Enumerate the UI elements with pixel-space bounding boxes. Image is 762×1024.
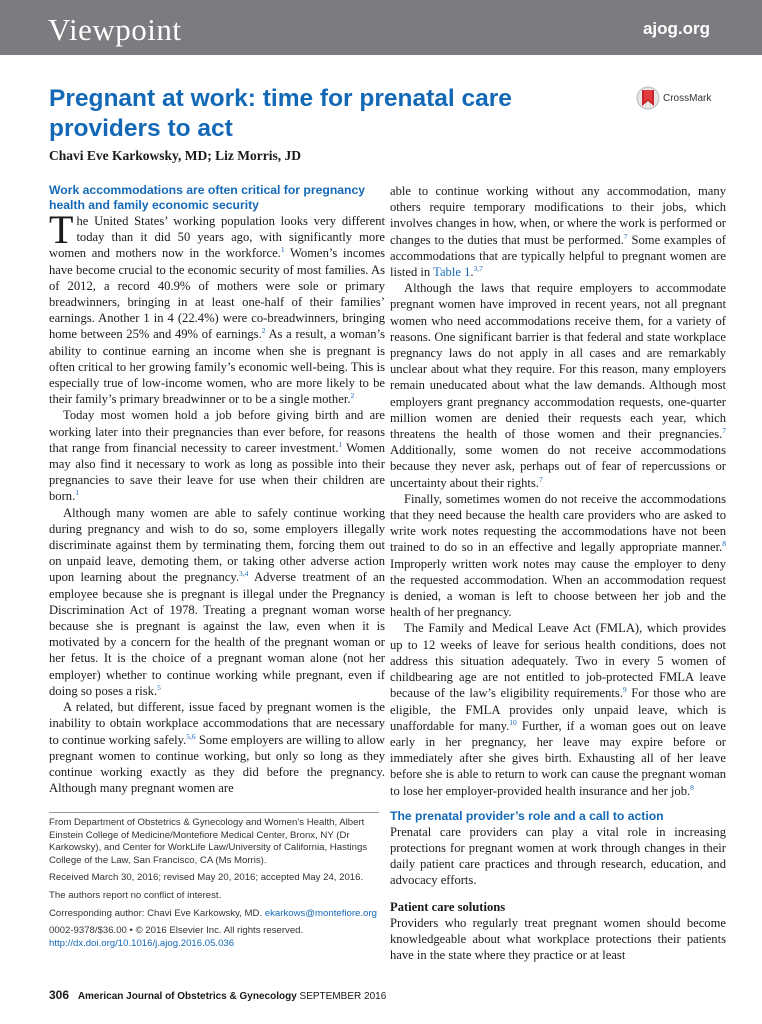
- text-run: Some employers are willing to allow pregnant women to continue working, but only so long as they continue working exactly as they did before the pregnancy. Although many pregnant women are: [49, 732, 386, 796]
- section-label: Viewpoint: [48, 12, 182, 47]
- crossmark-badge[interactable]: [636, 86, 711, 110]
- paragraph: [390, 491, 726, 621]
- citation[interactable]: 8: [690, 782, 694, 792]
- text-run: Improperly written work notes may cause the employer to deny the requested accommodation. When an accommodation request is denied, a woman is left to choose between her job and the health of her pregnancy.: [390, 556, 726, 620]
- citation[interactable]: 2: [350, 391, 355, 401]
- table-link[interactable]: Table 1: [433, 265, 471, 280]
- article-title: Pregnant at work: time for prenatal care providers to act: [49, 85, 512, 142]
- text-run: Additionally, some women do not receive accommodations because they never ask, perhaps out of fear of repercussions or uncertainty about their rights.: [390, 443, 726, 490]
- citation[interactable]: 5,6: [186, 731, 196, 741]
- paragraph: [49, 505, 385, 699]
- citation[interactable]: 1: [338, 439, 343, 449]
- copyright-text: 0002-9378/$36.00 • © 2016 Elsevier Inc. All rights reserved.: [49, 925, 304, 937]
- conflict-note: The authors report no conflict of interest.: [49, 889, 222, 901]
- citation[interactable]: 7: [722, 425, 726, 435]
- received-note: Received March 30, 2016; revised May 20, 2016; accepted May 24, 2016.: [49, 872, 364, 884]
- paragraph: [390, 620, 726, 798]
- text-run: .: [470, 265, 474, 280]
- text-run: Finally, sometimes women do not receive the accommodations that they need because the health care providers who are asked to write work notes requesting the accommodations have not been trained to do so in an effective and legally appropriate manner.: [390, 491, 726, 555]
- citation[interactable]: 7: [623, 231, 628, 241]
- corresponding-note: [49, 908, 379, 921]
- page-footer: [49, 988, 386, 1002]
- text-run: Further, if a woman goes out on leave early in her pregnancy, her leave may expire before or immediately after she gives birth. Exhausting all of her leave before she is able to return to work can cause the pregnant woman to lose her employer-provided health insurance and her job.: [390, 718, 726, 798]
- left-column: [49, 183, 385, 796]
- site-link[interactable]: ajog.org: [642, 19, 710, 38]
- right-column: [390, 183, 726, 963]
- section-heading: Work accommodations are often critical for pregnancy health and family economic security: [49, 183, 366, 212]
- text-run: Although many women are able to safely continue working during pregnancy and wish to do so, some employers illegally discriminate against them by terminating them, forcing them out on unpaid leave, demoting them, or taking other adverse action upon learning about the pregnancy.: [49, 505, 385, 585]
- email-link[interactable]: ekarkows@montefiore.org: [264, 907, 377, 919]
- text-run: Women’s incomes have become crucial to the economic security of most families. As of 2012, a record 40.9% of mothers were sole or primary breadwinners, bringing in at least one-half of their families’ earnings. Another 1 in 4 (22.4%) were co-breadwinners, bringing home between 25% and 49% of earnings.: [49, 246, 385, 342]
- paragraph: Prenatal care providers can play a vital role in increasing protections for pregnant women at work through changes in their daily patient care practices and through research, education, and advocacy efforts.: [390, 824, 726, 888]
- article-footnotes: [49, 812, 379, 955]
- citation[interactable]: 9: [622, 685, 627, 695]
- page-number: 306: [49, 988, 70, 1002]
- paragraph: [390, 280, 726, 491]
- subsection-heading: Patient care solutions: [390, 899, 506, 914]
- citation[interactable]: 1: [75, 488, 79, 498]
- paragraph: [390, 183, 726, 280]
- text-run: Women may also find it necessary to work as long as possible into their pregnancies to save their leave for use when their children are born.: [49, 440, 386, 504]
- text-run: The Family and Medical Leave Act (FMLA), which provides up to 12 weeks of leave for serious health conditions, does not address this situation adequately. Two in every 5 women of childbearing age are not entitled to job-protected FMLA leave because of the law’s eligibility requirements.: [390, 621, 726, 701]
- citation[interactable]: 1: [280, 245, 285, 255]
- issue-date: SEPTEMBER 2016: [299, 991, 387, 1002]
- citation[interactable]: 3,4: [239, 569, 249, 579]
- citation[interactable]: 3,7: [473, 263, 483, 273]
- section-header-bar: [0, 0, 762, 55]
- text-run: Some examples of accommodations that are typically helpful to pregnant women are listed in: [390, 232, 726, 280]
- citation[interactable]: 2: [261, 326, 266, 336]
- text-run: he United States’ working population looks very different today than it did 50 years ago, with significantly more women and mothers now in the workforce.: [49, 214, 385, 261]
- affiliation-note: From Department of Obstetrics & Gynecology and Women’s Health, Albert Einstein College of Medicine/Montefiore Medical Center, Bronx, NY (Dr Karkowsky), and Center for WorkLife Law/University of California, Hastings College of the Law, San Francisco, CA (Ms Morris).: [49, 817, 368, 866]
- citation[interactable]: 5: [157, 682, 161, 692]
- copyright-note: [49, 925, 379, 950]
- corresponding-text: Corresponding author: Chavi Eve Karkowsky, MD.: [49, 907, 265, 919]
- paragraph: [49, 207, 386, 407]
- citation[interactable]: 7: [539, 474, 543, 484]
- text-run: For those who are eligible, the FMLA provides only unpaid leave, which is unaffordable for many.: [390, 686, 727, 733]
- section-heading: The prenatal provider’s role and a call to action: [390, 808, 664, 823]
- text-run: As a result, a woman’s ability to continue earning an income when she is pregnant is often critical to her growing family’s economic well-being. This is especially true of low-income women, who are more likely to be their family’s primary breadwinner or to be a single mother.: [49, 327, 386, 407]
- text-run: A related, but different, issue faced by pregnant women is the inability to obtain workplace accommodations that are necessary to continue working safely.: [49, 700, 385, 747]
- paragraph: Providers who regularly treat pregnant women should become knowledgeable about what workplace protections their patients have in the state where they practice or at least: [390, 915, 726, 962]
- crossmark-icon: [636, 86, 660, 110]
- citation[interactable]: 10: [509, 717, 517, 727]
- text-run: Although the laws that require employers to accommodate pregnant women have improved in recent years, not all pregnant women who need accommodations receive them, for a variety of reasons. One significant barrier is that federal and state workplace pregnancy laws do not apply in all cases and are remarkably unclear about what they require. For this reason, many employers remain uneducated about what the law demands. Although most employers grant pregnancy accommodation requests, one-quarter million women are denied their requests each year, which threatens the health of those women and their pregnancies.: [390, 281, 726, 442]
- paragraph: [49, 699, 385, 796]
- text-run: able to continue working without any accommodation, many others require temporary modifications to their jobs, which involves changes in how, when, or where the work is performed or changes to the duties that must be performed.: [390, 184, 726, 247]
- doi-link[interactable]: http://dx.doi.org/10.1016/j.ajog.2016.05.036: [49, 937, 235, 949]
- paragraph: [49, 407, 385, 504]
- author-line: Chavi Eve Karkowsky, MD; Liz Morris, JD: [49, 148, 301, 163]
- crossmark-label: CrossMark: [663, 92, 712, 104]
- text-run: Adverse treatment of an employee because she is pregnant is illegal under the Pregnancy Discrimination Act of 1978. Treating a pregnant woman worse because she is pregnant is against the law, even when it is motivated by a concern for the health of the pregnant woman or her fetus. It is the choice of a pregnant woman alone (not her employer) whether to continue working while pregnant, even if doing so poses a risk.: [49, 570, 386, 698]
- journal-name: American Journal of Obstetrics & Gynecology: [77, 991, 297, 1002]
- drop-cap: T: [49, 207, 74, 252]
- citation[interactable]: 8: [722, 539, 726, 549]
- text-run: Today most women hold a job before giving birth and are working later into their pregnancies than ever before, for reasons that range from financial necessity to career investment.: [49, 408, 385, 455]
